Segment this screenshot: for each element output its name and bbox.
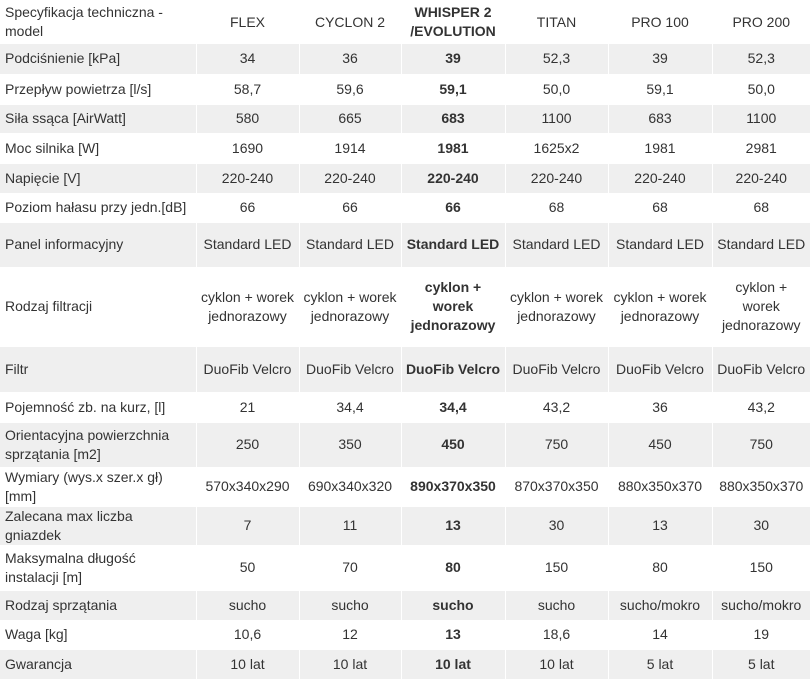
table-cell: 150 [712, 545, 810, 590]
table-cell: cyklon + worek jednorazowy [299, 267, 401, 346]
table-cell: 750 [505, 422, 608, 467]
table-cell: cyklon + worek jednorazowy [712, 267, 810, 346]
table-cell: 1100 [505, 104, 608, 133]
table-cell: 220-240 [401, 163, 505, 193]
table-cell: cyklon + worek jednorazowy [196, 267, 299, 346]
table-cell: sucho [401, 590, 505, 620]
table-cell: 80 [401, 545, 505, 590]
table-cell: 58,7 [196, 74, 299, 104]
table-cell: 220-240 [712, 163, 810, 193]
table-cell: 12 [299, 620, 401, 649]
table-cell: 19 [712, 620, 810, 649]
table-cell: 250 [196, 422, 299, 467]
row-label: Wymiary (wys.x szer.x gł) [mm] [0, 467, 196, 506]
table-cell: 34,4 [299, 392, 401, 422]
table-cell: Standard LED [196, 222, 299, 267]
header-model: WHISPER 2 /EVOLUTION [401, 0, 505, 44]
row-label: Zalecana max liczba gniazdek [0, 506, 196, 545]
table-row [0, 163, 810, 193]
table-cell: DuoFib Velcro [196, 346, 299, 392]
table-cell: 13 [401, 506, 505, 545]
table-row [0, 545, 810, 590]
table-cell: 11 [299, 506, 401, 545]
table-cell: 150 [505, 545, 608, 590]
table-cell: 66 [196, 193, 299, 222]
table-cell: cyklon + worek jednorazowy [505, 267, 608, 346]
row-label: Gwarancja [0, 649, 196, 679]
table-cell: Standard LED [299, 222, 401, 267]
table-cell: 690x340x320 [299, 467, 401, 506]
table-cell: 39 [608, 44, 712, 74]
table-cell: 570x340x290 [196, 467, 299, 506]
table-cell: 220-240 [608, 163, 712, 193]
table-cell: 10 lat [505, 649, 608, 679]
row-label: Moc silnika [W] [0, 133, 196, 163]
table-row [0, 649, 810, 679]
table-cell: 450 [401, 422, 505, 467]
table-cell: DuoFib Velcro [608, 346, 712, 392]
table-cell: 10 lat [196, 649, 299, 679]
table-row [0, 267, 810, 346]
table-cell: 7 [196, 506, 299, 545]
table-row [0, 74, 810, 104]
row-label: Napięcie [V] [0, 163, 196, 193]
table-cell: 10 lat [299, 649, 401, 679]
table-cell: 870x370x350 [505, 467, 608, 506]
table-row [0, 346, 810, 392]
table-cell: 350 [299, 422, 401, 467]
table-cell: DuoFib Velcro [401, 346, 505, 392]
row-label: Poziom hałasu przy jedn.[dB] [0, 193, 196, 222]
table-cell: 683 [401, 104, 505, 133]
table-cell: cyklon + worek jednorazowy [608, 267, 712, 346]
table-cell: 80 [608, 545, 712, 590]
row-label: Orientacyjna powierzchnia sprzątania [m2] [0, 422, 196, 467]
header-model: PRO 100 [608, 0, 712, 44]
table-row [0, 133, 810, 163]
table-cell: 50,0 [712, 74, 810, 104]
table-cell: 14 [608, 620, 712, 649]
table-cell: 220-240 [299, 163, 401, 193]
table-cell: 683 [608, 104, 712, 133]
table-cell: 34 [196, 44, 299, 74]
row-label: Maksymalna długość instalacji [m] [0, 545, 196, 590]
table-cell: 580 [196, 104, 299, 133]
table-cell: 220-240 [196, 163, 299, 193]
table-cell: 68 [505, 193, 608, 222]
table-cell: 1981 [608, 133, 712, 163]
table-cell: 66 [299, 193, 401, 222]
table-row [0, 104, 810, 133]
table-cell: 43,2 [712, 392, 810, 422]
table-row [0, 222, 810, 267]
table-cell: 1981 [401, 133, 505, 163]
spec-table-body [0, 44, 810, 679]
table-cell: 1100 [712, 104, 810, 133]
table-cell: sucho [196, 590, 299, 620]
table-cell: 1690 [196, 133, 299, 163]
table-row [0, 193, 810, 222]
table-cell: 59,6 [299, 74, 401, 104]
table-cell: 880x350x370 [712, 467, 810, 506]
header-model: TITAN [505, 0, 608, 44]
table-cell: 34,4 [401, 392, 505, 422]
table-cell: DuoFib Velcro [299, 346, 401, 392]
table-cell: sucho/mokro [712, 590, 810, 620]
table-cell: 2981 [712, 133, 810, 163]
table-row [0, 422, 810, 467]
table-row [0, 44, 810, 74]
table-cell: 880x350x370 [608, 467, 712, 506]
table-cell: DuoFib Velcro [505, 346, 608, 392]
table-row [0, 467, 810, 506]
row-label: Rodzaj sprzątania [0, 590, 196, 620]
header-model: PRO 200 [712, 0, 810, 44]
table-cell: sucho/mokro [608, 590, 712, 620]
table-cell: 13 [608, 506, 712, 545]
row-label: Rodzaj filtracji [0, 267, 196, 346]
table-row [0, 620, 810, 649]
table-cell: 70 [299, 545, 401, 590]
table-cell: 39 [401, 44, 505, 74]
table-cell: 10 lat [401, 649, 505, 679]
table-cell: 13 [401, 620, 505, 649]
table-cell: Standard LED [712, 222, 810, 267]
row-label: Pojemność zb. na kurz, [l] [0, 392, 196, 422]
table-cell: 220-240 [505, 163, 608, 193]
table-cell: 52,3 [505, 44, 608, 74]
table-cell: 750 [712, 422, 810, 467]
table-cell: 1914 [299, 133, 401, 163]
table-cell: DuoFib Velcro [712, 346, 810, 392]
table-cell: 10,6 [196, 620, 299, 649]
table-cell: 59,1 [401, 74, 505, 104]
table-cell: 50 [196, 545, 299, 590]
table-row [0, 392, 810, 422]
table-cell: 1625x2 [505, 133, 608, 163]
table-row [0, 506, 810, 545]
table-cell: 30 [505, 506, 608, 545]
row-label: Panel informacyjny [0, 222, 196, 267]
row-label: Waga [kg] [0, 620, 196, 649]
table-cell: 52,3 [712, 44, 810, 74]
table-cell: 68 [712, 193, 810, 222]
table-cell: 450 [608, 422, 712, 467]
table-cell: sucho [505, 590, 608, 620]
table-cell: 21 [196, 392, 299, 422]
table-cell: 36 [299, 44, 401, 74]
table-cell: Standard LED [505, 222, 608, 267]
table-cell: 5 lat [608, 649, 712, 679]
header-label: Specyfikacja techniczna - model [0, 0, 196, 44]
table-cell: 59,1 [608, 74, 712, 104]
table-cell: 50,0 [505, 74, 608, 104]
table-cell: Standard LED [401, 222, 505, 267]
table-cell: 665 [299, 104, 401, 133]
header-model: CYCLON 2 [299, 0, 401, 44]
table-cell: 43,2 [505, 392, 608, 422]
header-row [0, 0, 810, 44]
table-cell: 18,6 [505, 620, 608, 649]
row-label: Podciśnienie [kPa] [0, 44, 196, 74]
table-cell: 66 [401, 193, 505, 222]
table-cell: sucho [299, 590, 401, 620]
table-cell: 5 lat [712, 649, 810, 679]
header-model: FLEX [196, 0, 299, 44]
row-label: Siła ssąca [AirWatt] [0, 104, 196, 133]
table-cell: 890x370x350 [401, 467, 505, 506]
table-cell: 30 [712, 506, 810, 545]
table-cell: 68 [608, 193, 712, 222]
row-label: Filtr [0, 346, 196, 392]
table-cell: cyklon + worek jednorazowy [401, 267, 505, 346]
row-label: Przepływ powietrza [l/s] [0, 74, 196, 104]
table-cell: 36 [608, 392, 712, 422]
table-row [0, 590, 810, 620]
table-cell: Standard LED [608, 222, 712, 267]
